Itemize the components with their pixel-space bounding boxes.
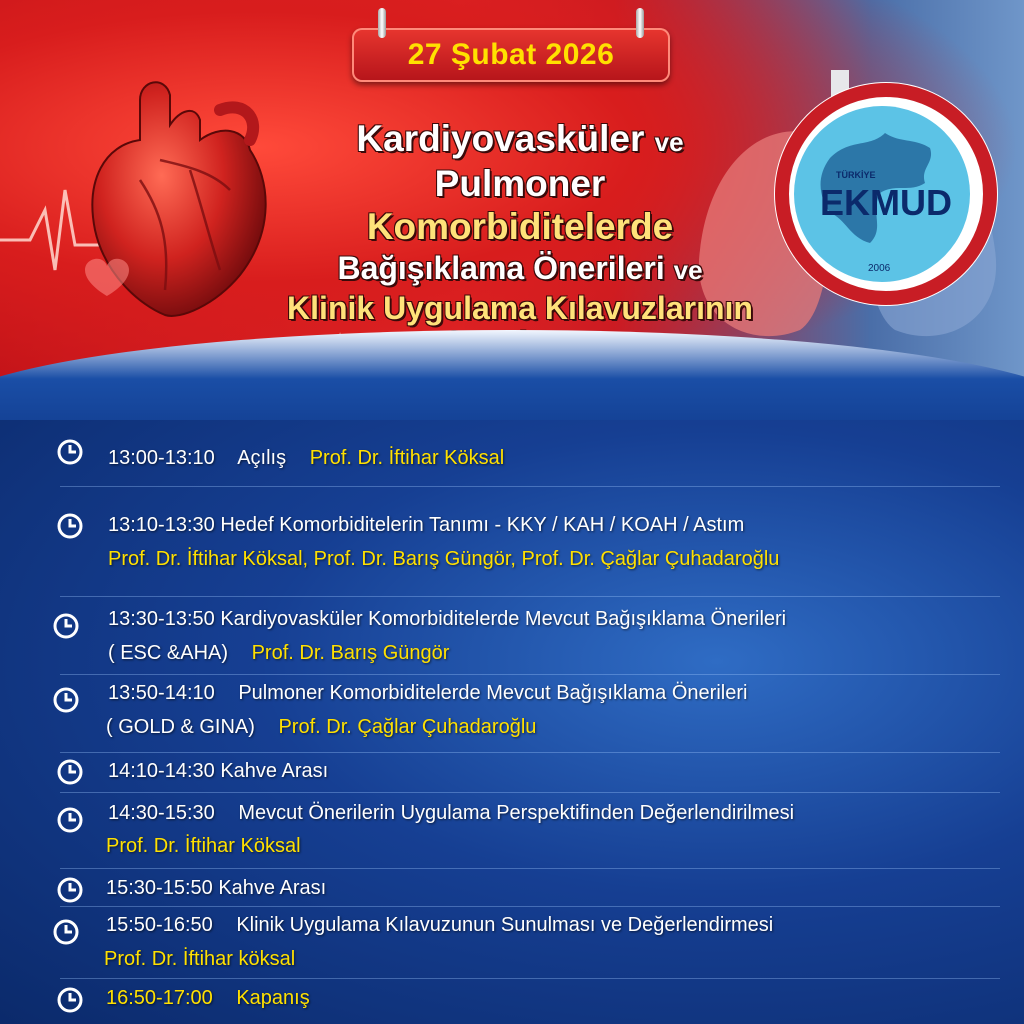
calendar-ring-icon bbox=[378, 8, 386, 38]
schedule-time: 13:30-13:50 bbox=[108, 608, 215, 630]
schedule-item bbox=[108, 760, 328, 783]
divider bbox=[60, 978, 1000, 979]
schedule-title: Mevcut Önerilerin Uygulama Perspektifinden Değerlendirilmesi bbox=[238, 802, 795, 824]
schedule-title: Kahve Arası bbox=[220, 760, 329, 782]
schedule-item bbox=[108, 682, 747, 705]
clock-icon bbox=[56, 806, 84, 834]
logo-year-text: 2006 bbox=[868, 263, 891, 274]
divider bbox=[60, 868, 1000, 869]
schedule-item bbox=[108, 802, 794, 825]
schedule-item bbox=[106, 914, 773, 937]
program-schedule bbox=[0, 420, 1024, 1024]
date-banner bbox=[352, 28, 670, 82]
schedule-time: 14:30-15:30 bbox=[108, 802, 215, 824]
schedule-item bbox=[108, 608, 786, 631]
schedule-title: Kapanış bbox=[236, 987, 310, 1009]
schedule-speaker: Prof. Dr. Barış Güngör bbox=[251, 642, 450, 664]
title-text: Bağışıklama Önerileri bbox=[337, 250, 665, 286]
schedule-speaker: Prof. Dr. İftihar köksal bbox=[104, 948, 296, 970]
clock-icon bbox=[56, 758, 84, 786]
schedule-speaker: Prof. Dr. İftihar Köksal, Prof. Dr. Barış Güngör, Prof. Dr. Çağlar Çuhadaroğlu bbox=[108, 548, 780, 570]
schedule-time: 14:10-14:30 bbox=[108, 760, 215, 782]
divider bbox=[60, 792, 1000, 793]
schedule-item bbox=[108, 447, 504, 470]
schedule-item-line-2 bbox=[108, 642, 449, 665]
schedule-time: 13:10-13:30 bbox=[108, 514, 215, 536]
logo-brand-text: EKMUD bbox=[820, 182, 952, 223]
schedule-item-line-2 bbox=[106, 716, 536, 739]
divider bbox=[60, 596, 1000, 597]
divider bbox=[60, 906, 1000, 907]
title-text: Kardiyovasküler bbox=[356, 118, 645, 159]
clock-icon bbox=[52, 918, 80, 946]
schedule-time: 16:50-17:00 bbox=[106, 987, 213, 1009]
clock-icon bbox=[56, 438, 84, 466]
clock-icon bbox=[56, 512, 84, 540]
title-conjunction: ve bbox=[673, 255, 703, 285]
title-conjunction: ve bbox=[654, 127, 684, 157]
schedule-item bbox=[106, 987, 310, 1010]
clock-icon bbox=[56, 876, 84, 904]
schedule-time: 13:50-14:10 bbox=[108, 682, 215, 704]
clock-icon bbox=[56, 986, 84, 1014]
schedule-speaker: Prof. Dr. Çağlar Çuhadaroğlu bbox=[278, 716, 537, 738]
divider bbox=[60, 752, 1000, 753]
schedule-speaker: Prof. Dr. İftihar Köksal bbox=[309, 447, 505, 469]
event-date: 27 Şubat 2026 bbox=[407, 38, 615, 71]
logo-small-text: TÜRKİYE bbox=[836, 170, 876, 180]
ekmud-logo bbox=[770, 78, 1002, 310]
schedule-speaker: Prof. Dr. İftihar Köksal bbox=[106, 835, 301, 857]
schedule-title: Pulmoner Komorbiditelerde Mevcut Bağışıklama Önerileri bbox=[238, 682, 748, 704]
header-banner bbox=[0, 0, 1024, 420]
schedule-subtitle: ( GOLD & GINA) bbox=[106, 716, 255, 738]
schedule-item bbox=[106, 877, 326, 900]
schedule-time: 15:30-15:50 bbox=[106, 877, 213, 899]
schedule-title: Klinik Uygulama Kılavuzunun Sunulması ve Değerlendirmesi bbox=[236, 914, 774, 936]
schedule-title: Hedef Komorbiditelerin Tanımı - KKY / KAH / KOAH / Astım bbox=[220, 514, 745, 536]
clock-icon bbox=[52, 612, 80, 640]
schedule-title: Açılış bbox=[237, 447, 287, 469]
schedule-title: Kardiyovasküler Komorbiditelerde Mevcut Bağışıklama Önerileri bbox=[220, 608, 787, 630]
title-line-2: Pulmoner bbox=[434, 163, 606, 204]
title-line-1 bbox=[200, 118, 840, 160]
divider bbox=[60, 486, 1000, 487]
schedule-time: 15:50-16:50 bbox=[106, 914, 213, 936]
title-line-5: Klinik Uygulama Kılavuzlarının bbox=[287, 290, 753, 326]
divider bbox=[60, 674, 1000, 675]
title-line-3: Komorbiditelerde bbox=[366, 206, 674, 247]
clock-icon bbox=[52, 686, 80, 714]
schedule-title: Kahve Arası bbox=[218, 877, 327, 899]
title-line-4 bbox=[200, 250, 840, 287]
calendar-ring-icon bbox=[636, 8, 644, 38]
schedule-subtitle: ( ESC &AHA) bbox=[108, 642, 229, 664]
schedule-item bbox=[108, 514, 744, 537]
schedule-time: 13:00-13:10 bbox=[108, 447, 215, 469]
